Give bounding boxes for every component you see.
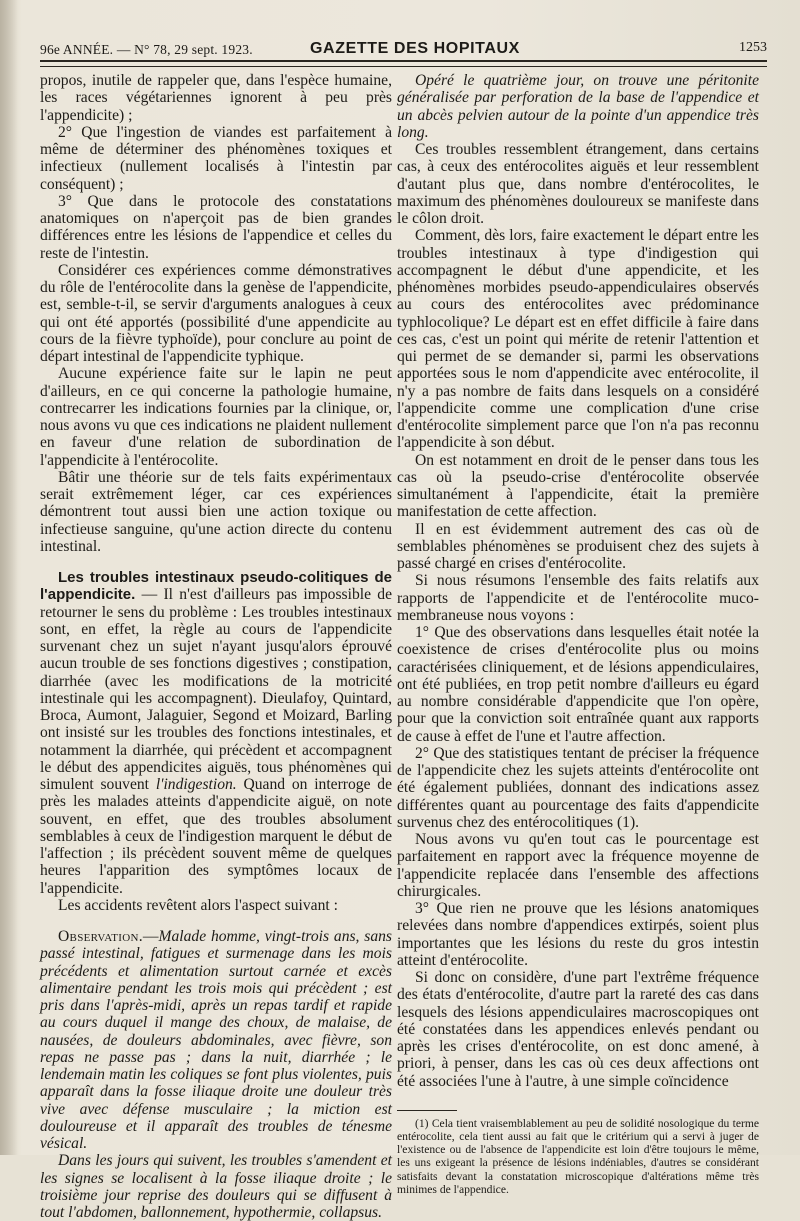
- paragraph: Opéré le quatrième jour, on trouve une péritonite généralisée par perforation de la base de l'appendice et un abcès pelvien autour de la pointe d'un appendice très long.: [397, 72, 759, 141]
- footnote: (1) Cela tient vraisemblablement au peu de solidité nosologique du terme entérocolite, cela tient aussi au fait que le critérium qui a servi à juger de l'existence ou de l'absence de l'appendicite est loin d'être toujours le même, les uns exigeant la présence de lésions indéniables, d'autres se considérant satisfaits devant la constatation microscopique d'altérations même très minimes de l'appendice.: [397, 1116, 759, 1196]
- paragraph: 2° Que l'ingestion de viandes est parfaitement à même de déterminer des phénomènes toxiques et infectieux (nullement localisés à l'intestin par conséquent) ;: [40, 123, 392, 193]
- paragraph: Ces troubles ressemblent étrangement, dans certains cas, à ceux des entérocolites aiguës et leur ressemblent d'autant plus que, dans nombre d'entérocolites, le maximum des phénomènes douloureux se manifeste dans le côlon droit.: [397, 141, 759, 227]
- paragraph: Nous avons vu qu'en tout cas le pourcentage est parfaitement en rapport avec la fréquence moyenne de l'appendicite replacée dans l'ensemble des affections chirurgicales.: [397, 831, 759, 900]
- page-number: 1253: [739, 40, 767, 55]
- section-text: Il n'est d'ailleurs pas impossible de retourner le sens du problème : Les troubles intestinaux sont, en effet, la règle au cours de l'appendicite survenant chez un sujet n'ayant jusqu'alors éprouvé aucun trouble de ses fonctions digestives ; constipation, diarrhée (avec les modifications de la motricité intestinale qui les accompagnent). Dieulafoy, Quintard, Broca, Aumont, Jalaguier, Segond et Moizard, Barling ont insisté sur les troubles des fonctions intestinales, et notamment la diarrhée, qui précèdent et accompagnent le début des appendicites aiguës, tous phénomènes qui simulent souvent: [40, 586, 393, 793]
- right-column: [397, 72, 759, 1196]
- paragraph: 2° Que des statistiques tentant de préciser la fréquence de l'appendicite chez les sujets atteints d'entérocolite ont été également publiées, donnant des indications assez différentes quant au pourcentage des faits d'appendicite survenus chez des entérocolitiques (1).: [397, 744, 759, 831]
- header-rule-thick: [40, 60, 767, 62]
- binding-shadow: [0, 0, 18, 1155]
- issue-info: 96e ANNÉE. — N° 78, 29 sept. 1923.: [40, 42, 253, 57]
- paragraph: Si donc on considère, d'une part l'extrême fréquence des états d'entérocolite, d'autre part la rareté des cas dans lesquels des lésions appendiculaires macroscopiques ont été constatées dans les appendices enlevés pendant ou après les crises d'entérocolite, on est donc amené, à priori, à penser, dans les cas où ces deux affections ont été associées l'une à l'autre, à une simple coïncidence: [397, 969, 759, 1090]
- paragraph: 3° Que rien ne prouve que les lésions anatomiques relevées dans nombre d'appendices extirpés, soient plus importantes que les lésions du reste du gros intestin atteint d'entérocolite.: [397, 900, 759, 969]
- paragraph: Si nous résumons l'ensemble des faits relatifs aux rapports de l'appendicite et de l'entérocolite muco-membraneuse nous voyons :: [397, 572, 759, 624]
- section-heading: Les troubles intestinaux pseudo-colitiques de l'appendicite.: [40, 569, 392, 604]
- observation-label: Observation.: [58, 928, 143, 945]
- journal-title: GAZETTE DES HOPITAUX: [310, 40, 520, 57]
- paragraph: propos, inutile de rappeler que, dans l'espèce humaine, les races végétariennes ignorent à peu près l'appendicite) ;: [40, 72, 392, 124]
- italic-term: l'indigestion.: [155, 776, 237, 793]
- observation-text: Malade homme, vingt-trois ans, sans passé intestinal, fatigues et surmenage dans les mois précédents et alimentation surtout carnée et excès alimentaire pendant les trois mois qui précèdent ; est pris dans l'après-midi, après un repas tardif et rapide au cours duquel il mange des choux, de malaise, de nausées, de douleurs abdominales, avec fièvre, son repas ne passe pas ; dans la nuit, diarrhée ; le lendemain matin les coliques se font plus violentes, puis apparaît dans la fosse iliaque droite une douleur très vive avec défense musculaire ; la miction est douloureuse et il apparaît des troubles de ténesme vésical.: [40, 928, 392, 1152]
- paragraph: On est notamment en droit de le penser dans tous les cas où la pseudo-crise d'entérocolite observée simultanément à l'appendicite, était la première manifestation de cette affection.: [397, 451, 759, 521]
- paragraph: Comment, dès lors, faire exactement le départ entre les troubles intestinaux à type d'indigestion qui accompagnent le début d'une appendicite, et les phénomènes morbides pseudo-appendiculaires observés au cours des entérocolites avec prédominance typhlocolique? Le départ est en effet difficile à faire dans ces cas, c'est un point qui mérite de retenir l'attention et qui permet de se demander si, parmi les observations apportées sous le nom d'appendicite avec entérocolite, il n'y a pas nombre de faits dans lesquels on a considéré l'appendicite comme une complication d'une crise d'entérocolite simplement parce que l'on n'a pas reconnu l'appendicite à son début.: [397, 227, 759, 452]
- page-header: [40, 38, 767, 60]
- paragraph: Aucune expérience faite sur le lapin ne peut d'ailleurs, en ce qui concerne la pathologie humaine, contrecarrer les indications fournies par la clinique, or, nous avons vu que ces indications ne plaident nullement en faveur d'une relation de subordination de l'appendicite à l'entérocolite.: [40, 365, 392, 469]
- section-paragraph: Les troubles intestinaux pseudo-colitiques de l'appendicite. — Il n'est d'ailleurs pas impossible de retourner le sens du problème : Les troubles intestinaux sont, en effet, la règle au cours de l'appendicite survenant chez un sujet n'ayant jusqu'alors éprouvé aucun trouble de ses fonctions digestives ; constipation, diarrhée (avec les modifications de la motricité intestinale qui les accompagnent). Dieulafoy, Quintard, Broca, Aumont, Jalaguier, Segond et Moizard, Barling ont insisté sur les troubles des fonctions intestinales, et notamment la diarrhée, qui précèdent et accompagnent le début des appendicites aiguës, tous phénomènes qui simulent souvent l'indigestion. Quand on interroge de près les malades atteints d'appendicite aiguë, on note souvent, en effet, que des troubles absolument semblables à ceux de l'indigestion marquent le début de l'affection ; ils précèdent souvent même de quelques heures l'apparition des symptômes locaux de l'appendicite.: [40, 569, 393, 897]
- paragraph: Les accidents revêtent alors l'aspect suivant :: [58, 896, 338, 914]
- left-column: [40, 72, 392, 1221]
- header-rule-thin: [40, 66, 767, 67]
- observation-paragraph: Observation.—Malade homme, vingt-trois ans, sans passé intestinal, fatigues et surmenage dans les mois précédents et alimentation surtout carnée et excès alimentaire pendant les trois mois qui précèdent ; est pris dans l'après-midi, après un repas tardif et rapide au cours duquel il mange des choux, de malaise, de nausées, de douleurs abdominales, avec fièvre, son repas ne passe pas ; dans la nuit, diarrhée ; le lendemain matin les coliques se font plus violentes, puis apparaît dans la fosse iliaque droite une douleur très vive avec défense musculaire ; la miction est douloureuse et il apparaît des troubles de ténesme vésical.: [40, 928, 392, 1152]
- paragraph: Il en est évidemment autrement des cas où de semblables phénomènes se produisent chez des sujets à passé chargé en crises d'entérocolite.: [397, 520, 759, 572]
- paragraph: Bâtir une théorie sur de tels faits expérimentaux serait extrêmement léger, car ces expériences démontrent tout aussi bien une action toxique ou infectieuse sanguine, qu'une action directe du contenu intestinal.: [40, 468, 392, 555]
- paragraph: 3° Que dans le protocole des constatations anatomiques on n'aperçoit pas de bien grandes différences entre les lésions de l'appendice et celles du reste de l'intestin.: [40, 192, 392, 262]
- observation-continuation: Dans les jours qui suivent, les troubles s'amendent et les signes se localisent à la fosse iliaque droite ; le troisième jour reprise des douleurs qui se diffusent à tout l'abdomen, ballonnement, hypothermie, collapsus.: [40, 1152, 392, 1221]
- section-text-end: Quand on interroge de près les malades atteints d'appendicite aiguë, on note souvent, en effet, que des troubles absolument semblables à ceux de l'indigestion marquent le début de l'affection ; ils précèdent souvent même de quelques heures l'apparition des symptômes locaux de l'appendicite.: [40, 776, 393, 897]
- paragraph: 1° Que des observations dans lesquelles était notée la coexistence de crises d'entérocolite plus ou moins caractérisées cliniquement, et de lésions appendiculaires, ont été publiées, en trop petit nombre d'ailleurs eu égard au nombre considérable d'appendicite que l'on opère, pour que la conviction soit entraînée quant aux rapports de cause à effet de l'une et l'autre affection.: [397, 624, 759, 745]
- footnote-rule: [397, 1110, 457, 1111]
- paragraph: Considérer ces expériences comme démonstratives du rôle de l'entérocolite dans la genèse de l'appendicite, est, semble-t-il, se servir d'arguments analogues à ceux qui ont été apportés (possibilité d'une appendicite au cours de la fièvre typhoïde), pour conclure au point de départ intestinal de l'appendicite typhique.: [40, 261, 392, 365]
